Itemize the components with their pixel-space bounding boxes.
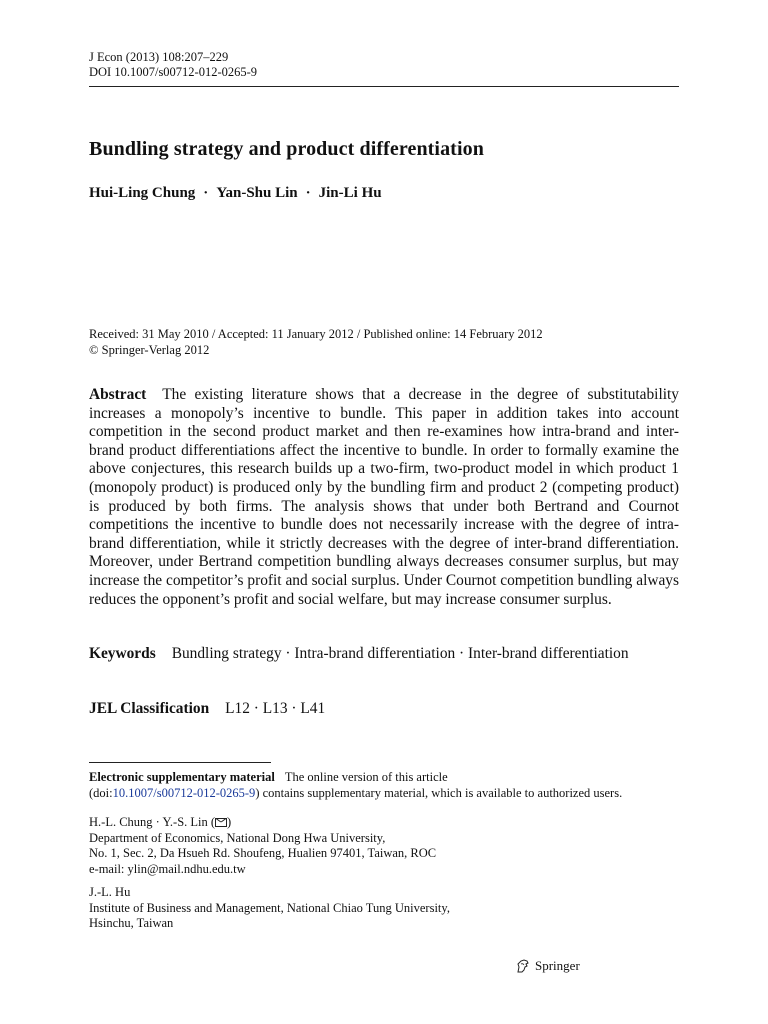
affiliation-names: J.-L. Hu xyxy=(89,885,131,899)
publication-dates xyxy=(89,326,543,358)
jel-label: JEL Classification xyxy=(89,700,210,717)
author-name[interactable]: Hui-Ling Chung xyxy=(89,185,196,201)
affiliation-email[interactable]: e-mail: ylin@mail.ndhu.edu.tw xyxy=(89,861,246,876)
dates-line: Received: 31 May 2010 / Accepted: 11 January 2012 / Published online: 14 February 2012 xyxy=(89,327,543,341)
publisher-logo xyxy=(515,958,580,974)
abstract-section xyxy=(89,386,679,609)
author-separator: · xyxy=(203,185,209,201)
esm-label: Electronic supplementary material xyxy=(89,770,275,784)
journal-citation: J Econ (2013) 108:207–229 xyxy=(89,50,229,64)
envelope-icon xyxy=(215,818,227,827)
affiliation-address: No. 1, Sec. 2, Da Hsueh Rd. Shoufeng, Hualien 97401, Taiwan, ROC xyxy=(89,846,437,861)
paper-page xyxy=(89,0,679,1024)
springer-horse-icon xyxy=(515,958,531,974)
jel-codes: L12 · L13 · L41 xyxy=(225,700,326,717)
abstract-label: Abstract xyxy=(89,386,147,403)
esm-suffix: ) contains supplementary material, which is available to authorized users. xyxy=(255,786,623,800)
affiliation-names-end: ) xyxy=(227,815,232,829)
journal-header xyxy=(89,50,257,80)
esm-doi-link[interactable]: 10.1007/s00712-012-0265-9 xyxy=(112,786,256,800)
affiliation-1 xyxy=(89,815,436,877)
esm-prefix: (doi: xyxy=(89,786,113,800)
author-name[interactable]: Yan-Shu Lin xyxy=(216,185,298,201)
affiliation-address: Hsinchu, Taiwan xyxy=(89,916,174,931)
keywords-section xyxy=(89,645,679,664)
affiliation-dept: Institute of Business and Management, National Chiao Tung University, xyxy=(89,900,450,915)
keywords-label: Keywords xyxy=(89,645,156,662)
author-name[interactable]: Jin-Li Hu xyxy=(318,185,382,201)
author-separator: · xyxy=(305,185,311,201)
author-list xyxy=(89,185,382,202)
footnote-rule xyxy=(89,762,271,763)
jel-section xyxy=(89,700,325,719)
paper-title: Bundling strategy and product differentiation xyxy=(89,138,484,160)
affiliation-2 xyxy=(89,885,450,932)
affiliation-dept: Department of Economics, National Dong Hwa University, xyxy=(89,830,386,845)
keywords-text: Bundling strategy · Intra-brand differentiation · Inter-brand differentiation xyxy=(171,645,629,662)
supplementary-note xyxy=(89,769,689,801)
affiliation-names: H.-L. Chung · Y.-S. Lin ( xyxy=(89,815,216,829)
publisher-name: Springer xyxy=(535,958,580,973)
abstract-text: The existing literature shows that a decrease in the degree of substitutability increases a monopoly’s incentive to bundle. This paper in addition takes into account competition in the second product market and then re-examines how intra-brand and inter-brand product differentiations affect the incentive to bundle. In order to formally examine the above conjectures, this research builds up a two-firm, two-product model in which product 1 (monopoly product) is produced only by the bundling firm and product 2 (competing product) is produced by both firms. The analysis shows that under both Bertrand and Cournot competitions the incentive to bundle does not necessarily increase with the degree of intra-brand differentiation, while it strictly decreases with the degree of inter-brand differentiation. Moreover, under Bertrand competition bundling always decreases consumer surplus, but may increase the competitor’s profit and social surplus. Under Cournot competition bundling always reduces the opponent’s profit and social welfare, but may increase consumer surplus. xyxy=(89,386,679,608)
journal-doi: DOI 10.1007/s00712-012-0265-9 xyxy=(89,65,258,79)
esm-text: The online version of this article xyxy=(284,770,448,784)
copyright-line: © Springer-Verlag 2012 xyxy=(89,343,210,357)
header-rule xyxy=(89,86,679,87)
